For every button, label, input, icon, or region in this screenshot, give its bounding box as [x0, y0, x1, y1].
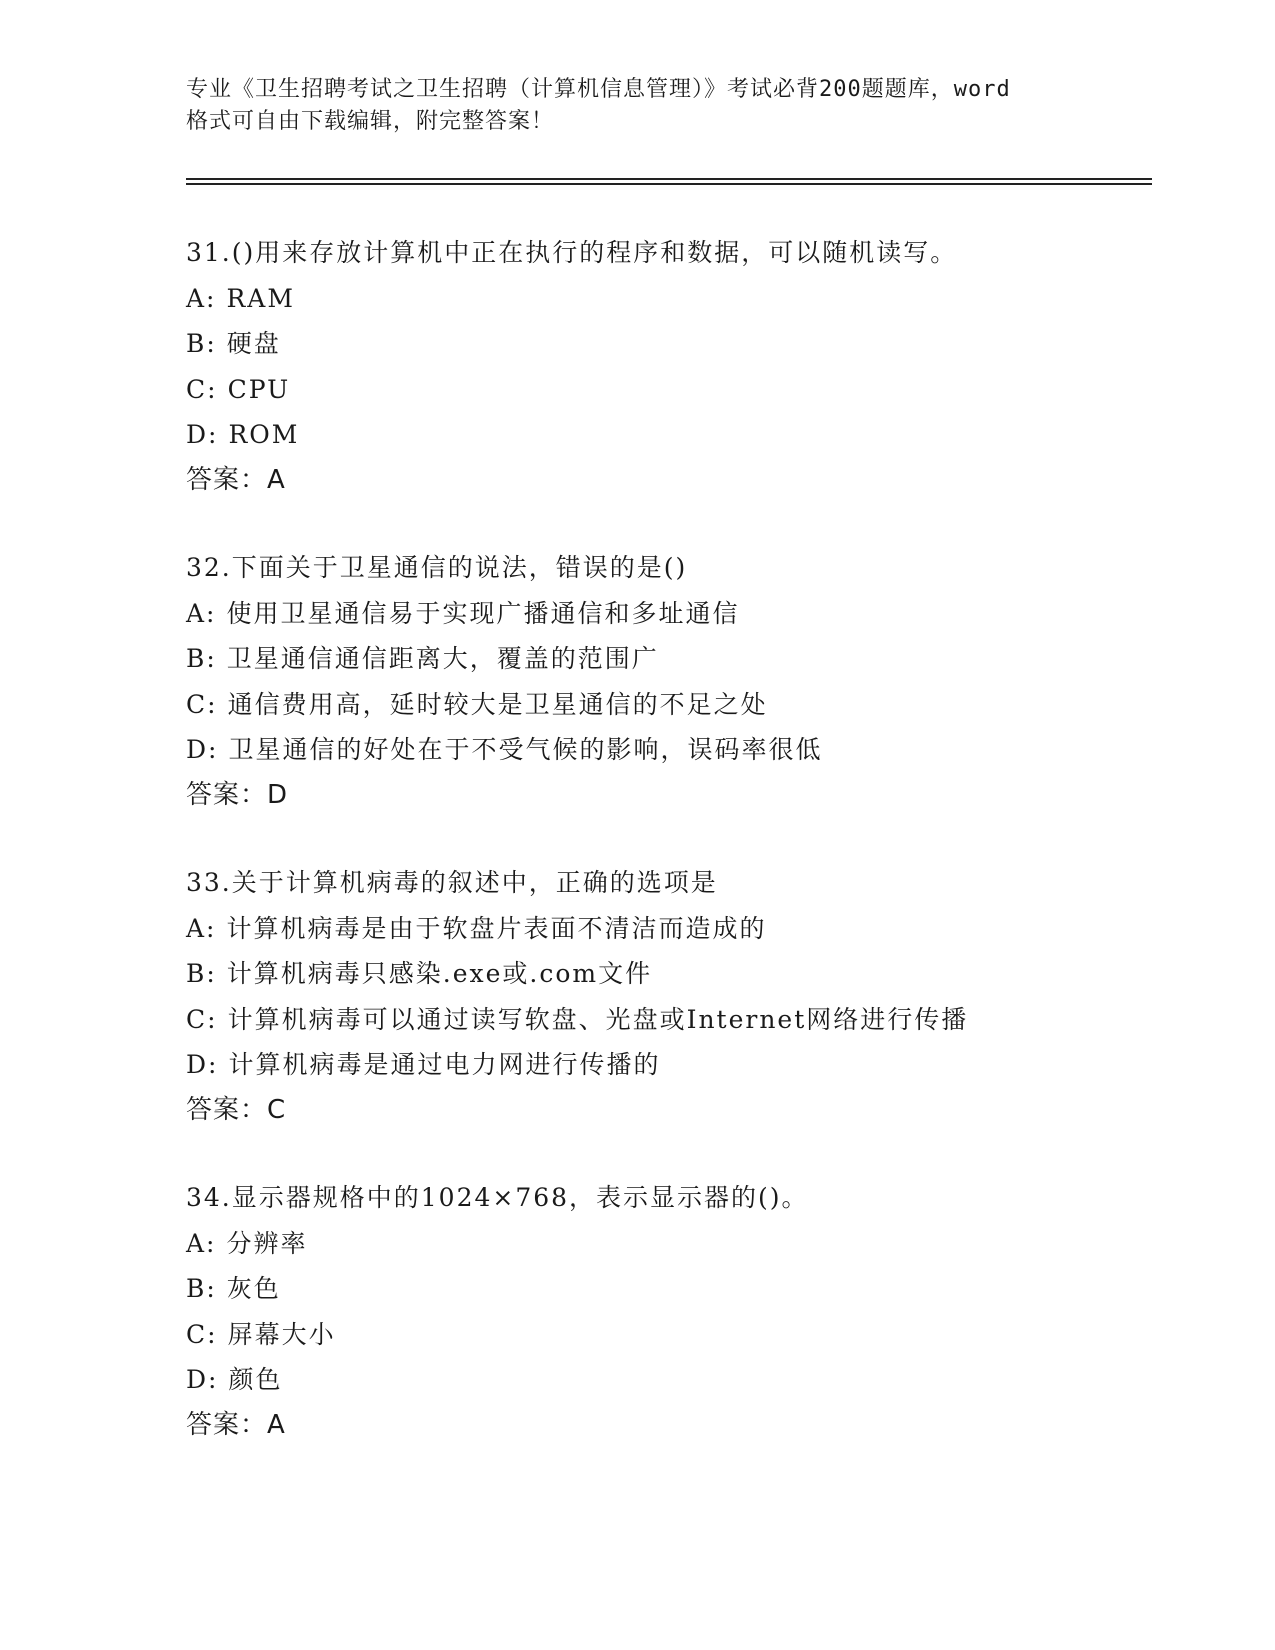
option-label: A:	[186, 1228, 217, 1258]
option-text: 颜色	[228, 1365, 283, 1394]
option-b	[186, 951, 1186, 997]
option-a	[186, 276, 1186, 322]
option-a	[186, 591, 1186, 637]
option-text: 灰色	[226, 1274, 281, 1303]
option-label: B:	[186, 959, 217, 988]
option-b	[186, 321, 1186, 367]
answer-text: 答案：A	[186, 1409, 286, 1440]
option-d	[186, 412, 1186, 458]
option-a	[186, 906, 1186, 952]
option-label: D:	[186, 1050, 219, 1079]
question-stem: 31.()用来存放计算机中正在执行的程序和数据，可以随机读写。	[186, 238, 958, 267]
option-label: A:	[186, 913, 217, 943]
option-text: RAM	[226, 283, 295, 313]
option-label: B:	[186, 1274, 217, 1303]
option-label: C:	[186, 1004, 218, 1034]
header-line-2: 格式可自由下载编辑，附完整答案！	[186, 109, 555, 134]
question-34	[186, 1175, 1186, 1448]
option-label: A:	[186, 283, 217, 313]
question-stem: 34.显示器规格中的1024×768，表示显示器的()。	[186, 1183, 809, 1212]
document-header	[186, 74, 1086, 138]
option-d	[186, 1357, 1186, 1403]
answer-text: 答案：A	[186, 464, 286, 495]
option-label: D:	[186, 1365, 219, 1394]
option-label: B:	[186, 644, 217, 673]
header-divider-top	[186, 178, 1152, 180]
option-b	[186, 636, 1186, 682]
header-line-1: 专业《卫生招聘考试之卫生招聘（计算机信息管理）》考试必背200题题库，word	[186, 77, 1011, 102]
question-32	[186, 545, 1186, 818]
option-label: A:	[186, 598, 217, 628]
option-text: 计算机病毒可以通过读写软盘、光盘或Internet网络进行传播	[227, 1004, 969, 1034]
header-divider-bottom	[186, 183, 1152, 185]
option-text: 计算机病毒只感染.exe或.com文件	[226, 959, 653, 988]
option-d	[186, 1042, 1186, 1088]
option-text: 使用卫星通信易于实现广播通信和多址通信	[226, 598, 740, 628]
question-33	[186, 860, 1186, 1133]
option-text: 通信费用高，延时较大是卫星通信的不足之处	[227, 689, 768, 719]
answer-text: 答案：C	[186, 1094, 287, 1125]
option-text: 分辨率	[226, 1228, 308, 1258]
question-stem: 32.下面关于卫星通信的说法，错误的是()	[186, 553, 688, 582]
option-text: CPU	[227, 374, 291, 404]
option-label: D:	[186, 735, 219, 764]
option-text: 计算机病毒是通过电力网进行传播的	[228, 1050, 661, 1079]
option-c	[186, 367, 1186, 413]
option-a	[186, 1221, 1186, 1267]
option-c	[186, 682, 1186, 728]
answer-text: 答案：D	[186, 779, 289, 810]
option-text: 计算机病毒是由于软盘片表面不清洁而造成的	[226, 913, 767, 943]
option-c	[186, 1312, 1186, 1358]
option-text: 卫星通信通信距离大，覆盖的范围广	[226, 644, 659, 673]
question-31	[186, 230, 1186, 503]
option-b	[186, 1266, 1186, 1312]
option-label: D:	[186, 420, 219, 449]
option-label: C:	[186, 1319, 218, 1349]
option-text: 卫星通信的好处在于不受气候的影响，误码率很低	[228, 735, 823, 764]
option-text: ROM	[228, 420, 300, 449]
option-d	[186, 727, 1186, 773]
option-label: B:	[186, 329, 217, 358]
option-text: 屏幕大小	[227, 1319, 336, 1349]
option-c	[186, 997, 1186, 1043]
question-stem: 33.关于计算机病毒的叙述中，正确的选项是	[186, 868, 718, 897]
option-label: C:	[186, 689, 218, 719]
option-text: 硬盘	[226, 329, 281, 358]
option-label: C:	[186, 374, 218, 404]
